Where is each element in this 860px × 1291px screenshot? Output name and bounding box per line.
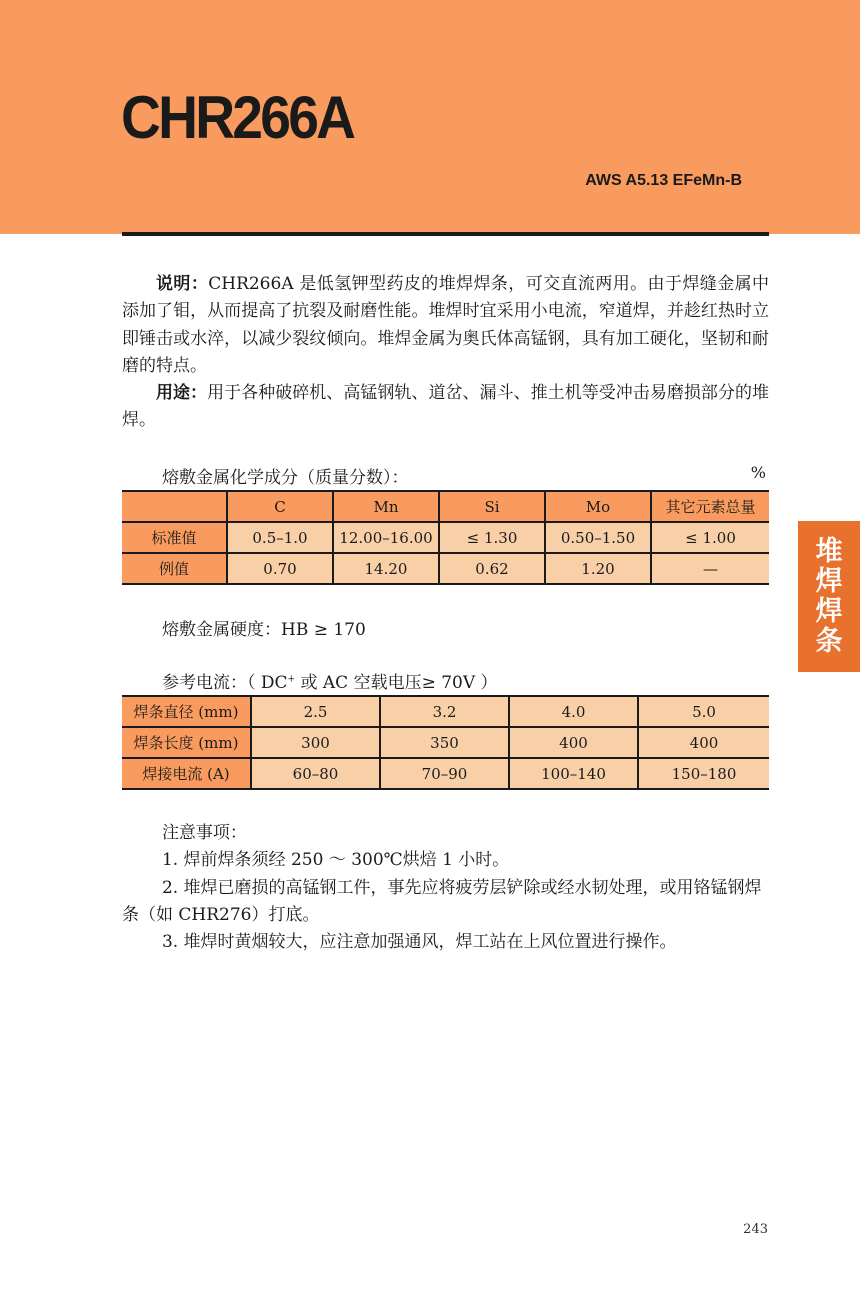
table-cell: — [651, 553, 769, 584]
table-header-row [122, 491, 769, 522]
chemistry-title: 熔敷金属化学成分（质量分数）： [162, 468, 409, 488]
side-tab-char: 条 [815, 625, 843, 657]
table-cell: 0.70 [227, 553, 333, 584]
table-cell: ≤ 1.00 [651, 522, 769, 553]
note-item: 1. 焊前焊条须经 250 ～ 300℃烘焙 1 小时。 [161, 850, 510, 871]
condition-sup: + [287, 674, 296, 685]
hardness-value: HB ≥ 170 [281, 620, 366, 640]
header-cell: Si [439, 491, 545, 522]
header-cell [122, 491, 227, 522]
current-condition [247, 673, 498, 693]
table-cell: 3.2 [380, 696, 509, 727]
table-cell: 0.50–1.50 [545, 522, 651, 553]
table-cell: 1.20 [545, 553, 651, 584]
table-row [122, 522, 769, 553]
note-item: 3. 堆焊时黄烟较大，应注意加强通风，焊工站在上风位置进行操作。 [161, 932, 677, 953]
table-cell: 14.20 [333, 553, 439, 584]
table-row [122, 696, 769, 727]
table-cell: 2.5 [251, 696, 380, 727]
condition-suffix: 或 AC 空载电压≥ 70V ） [295, 673, 498, 693]
hardness-label: 熔敷金属硬度： [162, 620, 281, 640]
product-title: CHR266A [121, 84, 354, 151]
description-block [122, 271, 769, 435]
table-cell: 100–140 [509, 758, 638, 789]
table-cell: 0.62 [439, 553, 545, 584]
hardness-line [162, 615, 366, 640]
condition-prefix: （ DC [247, 673, 288, 693]
table-cell: 400 [509, 727, 638, 758]
description-text: CHR266A 是低氢钾型药皮的堆焊焊条，可交直流两用。由于焊缝金属中添加了钼，从而提高了抗裂及耐磨性能。堆焊时宜采用小电流，窄道焊，并趁红热时立即锤击或水淬，以减少裂纹倾向。堆焊金属为奥氏体高锰钢，具有加工硬化，坚韧和耐磨的特点。 [122, 274, 770, 376]
table-cell: 5.0 [638, 696, 769, 727]
side-tab-char: 焊 [815, 595, 843, 627]
table-cell: 0.5–1.0 [227, 522, 333, 553]
table-cell: ≤ 1.30 [439, 522, 545, 553]
table-cell: 350 [380, 727, 509, 758]
table-row [122, 553, 769, 584]
table-cell: 400 [638, 727, 769, 758]
aws-standard: AWS A5.13 EFeMn-B [585, 172, 742, 189]
table-cell: 60–80 [251, 758, 380, 789]
table-row [122, 758, 769, 789]
usage-text: 用于各种破碎机、高锰钢轨、道岔、漏斗、推土机等受冲击易磨损部分的堆焊。 [122, 383, 770, 431]
note-item: 2. 堆焊已磨损的高锰钢工件，事先应将疲劳层铲除或经水韧处理，或用铬锰钢焊条（如 CHR276）打底。 [122, 877, 762, 925]
current-title-line [162, 668, 498, 693]
table-cell: 70–90 [380, 758, 509, 789]
row-label: 标准值 [122, 522, 227, 553]
table-cell: 12.00–16.00 [333, 522, 439, 553]
row-label: 例值 [122, 553, 227, 584]
usage-paragraph [122, 380, 769, 435]
header-cell: C [227, 491, 333, 522]
row-label: 焊条直径 (mm) [122, 696, 251, 727]
table-cell: 150–180 [638, 758, 769, 789]
chemistry-unit: % [750, 463, 766, 482]
header-cell: 其它元素总量 [651, 491, 769, 522]
side-tab-char: 焊 [815, 565, 843, 597]
category-side-tab [798, 521, 860, 672]
description-label: 说明： [156, 274, 209, 294]
table-cell: 4.0 [509, 696, 638, 727]
row-label: 焊接电流 (A) [122, 758, 251, 789]
notes-block [122, 820, 769, 956]
header-cell: Mo [545, 491, 651, 522]
page-number: 243 [743, 1222, 768, 1237]
header-band [0, 0, 860, 234]
notes-title: 注意事项： [161, 823, 247, 843]
current-table [122, 695, 769, 790]
table-row [122, 727, 769, 758]
header-cell: Mn [333, 491, 439, 522]
header-rule [122, 232, 769, 236]
row-label: 焊条长度 (mm) [122, 727, 251, 758]
chemistry-table [122, 490, 769, 585]
current-title: 参考电流： [162, 673, 247, 693]
side-tab-char: 堆 [815, 535, 843, 567]
table-cell: 300 [251, 727, 380, 758]
description-paragraph [122, 271, 769, 380]
usage-label: 用途： [156, 383, 208, 404]
